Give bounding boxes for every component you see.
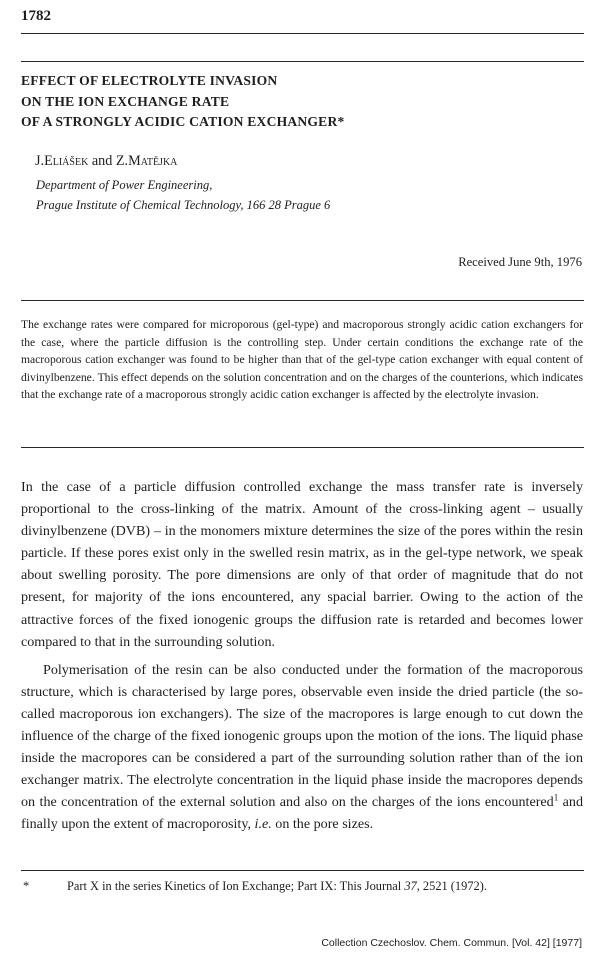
reference-superscript: 1 xyxy=(553,792,559,803)
affiliation xyxy=(36,176,330,215)
footnote-rule xyxy=(21,870,584,871)
affiliation-line: Department of Power Engineering, xyxy=(36,178,213,192)
body-paragraph: Polymerisation of the resin can be also conducted under the formation of the macroporous structure, which is characterised by large pores, observable even inside the dried particle (the so-called macroporous ion exchangers). The size of the macropores is large enough to cut down the influence of the charge of the fixed ionogenic groups upon the motion of the ions. The liquid phase inside the macropores can be considered a part of the surrounding solution rather than of the ion exchanger matrix. The electrolyte concentration in the liquid phase inside the macropores depends on the concentration of the external solution and also on the charges of the ions encountered$^1$ and finally upon the extent of macroporosity, i.e. on the pore sizes. xyxy=(21,661,583,833)
page-number: 1782 xyxy=(21,8,51,24)
abstract-bottom-rule xyxy=(21,447,584,448)
authors xyxy=(35,153,177,170)
affiliation-line: Prague Institute of Chemical Technology, 166 28 Prague 6 xyxy=(36,197,331,212)
footnote: * Part X in the series Kinetics of Ion Exchange; Part IX: This Journal 37, 2521 (1972). xyxy=(23,879,487,893)
footnote-volume: 37 xyxy=(404,879,417,893)
received-date: Received June 9th, 1976 xyxy=(458,255,582,269)
italic-ie: i.e. xyxy=(254,816,272,833)
title-line: EFFECT OF ELECTROLYTE INVASION xyxy=(21,73,278,88)
author-name: Z.Matějka xyxy=(115,153,178,169)
author-name: J.Eliášek xyxy=(35,153,89,169)
header-rule xyxy=(21,61,584,62)
abstract-top-rule xyxy=(21,300,584,301)
body-text xyxy=(21,476,583,836)
abstract: The exchange rates were compared for microporous (gel-type) and macroporous strongly acidic cation exchangers for the case, where the particle diffusion is the controlling step. Under certain conditions the exchange rate of the macroporous cation exchanger was found to be higher than that of the gel-type cation exchanger with equal content of divinylbenzene. This effect depends on the solution concentration and on the charges of the counterions, which indicates that the exchange rate of a macroporous strongly acidic cation exchanger is affected by the electrolyte invasion. xyxy=(21,318,583,401)
title-line: ON THE ION EXCHANGE RATE xyxy=(21,93,230,109)
author-conjunction: and xyxy=(88,153,116,169)
title-line: OF A STRONGLY ACIDIC CATION EXCHANGER* xyxy=(21,114,345,129)
body-paragraph: In the case of a particle diffusion controlled exchange the mass transfer rate is inversely proportional to the cross-linking of the matrix. Amount of the cross-linking agent – usually divinylbenzene (DVB) – in the monomers mixture determines the size of the pores within the resin particle. If these pores exist only in the swelled resin matrix, as in the gel-type network, we speak about swelling porosity. The pore dimensions are only of that order of magnitude that do not present, for majority of the ions encountered, any spacial barrier. Owing to the action of the attractive forces of the fixed ionogenic groups the diffusion rate is retarded and becomes lower compared to that in the surrounding solution. xyxy=(21,479,583,650)
top-rule xyxy=(21,33,584,34)
journal-citation: Collection Czechoslov. Chem. Commun. [Vol. 42] [1977] xyxy=(321,937,582,949)
footnote-mark: * xyxy=(23,879,30,893)
article-title xyxy=(21,71,581,133)
